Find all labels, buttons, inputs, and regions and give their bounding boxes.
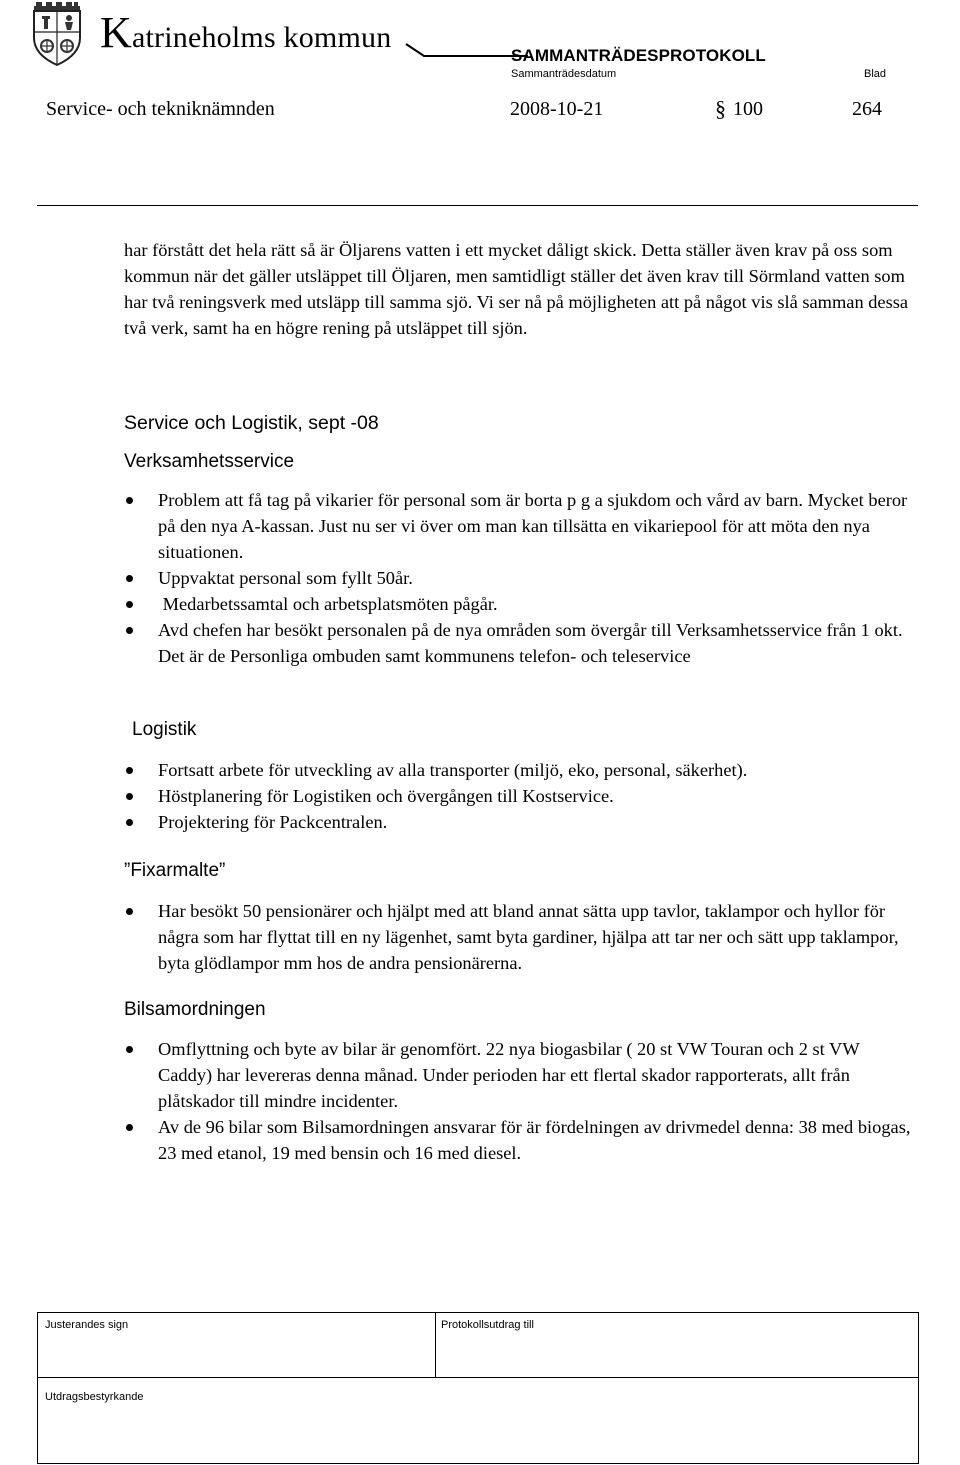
section-heading-bilsamordningen: Bilsamordningen <box>124 999 266 1020</box>
page-label: Blad <box>864 68 887 80</box>
list-item <box>124 898 914 976</box>
table-divider-vertical <box>435 1313 436 1377</box>
committee-name: Service- och tekniknämnden <box>46 98 275 120</box>
section-heading-fixarmalte: ”Fixarmalte” <box>124 860 226 881</box>
meeting-date: 2008-10-21 <box>510 98 604 120</box>
list-item <box>124 591 914 617</box>
section-heading-logistik: Logistik <box>132 719 197 740</box>
table-divider-horizontal <box>38 1377 918 1378</box>
municipal-crest-logo <box>30 2 84 66</box>
list-item-text: Fortsatt arbete för utveckling av alla transporter (miljö, eko, personal, säkerhet). <box>158 760 748 780</box>
bullet-icon <box>126 497 133 504</box>
list-item-text: Av de 96 bilar som Bilsamordningen ansvarar för är fördelningen av drivmedel denna: 38 med biogas, 23 med etanol, 19 med bensin och 16 med diesel. <box>158 1117 911 1163</box>
bullet-icon <box>126 1046 133 1053</box>
page-number: 264 <box>852 98 882 120</box>
bullet-icon <box>126 793 133 800</box>
bullet-icon <box>126 1124 133 1131</box>
document-type: SAMMANTRÄDESPROTOKOLL <box>511 46 766 65</box>
section-heading-verksamhetsservice: Verksamhetsservice <box>124 451 295 472</box>
bullet-icon <box>126 627 133 634</box>
list-item-text: Omflyttning och byte av bilar är genomfört. 22 nya biogasbilar ( 20 st VW Touran och 2 st VW Caddy) har levereras denna månad. Under perioden har ett flertal skador rapporterats, allt från plåtskador till mindre incidenter. <box>158 1039 860 1111</box>
fixarmalte-list <box>124 898 914 976</box>
list-item-text: Uppvaktat personal som fyllt 50år. <box>158 568 413 588</box>
main-heading: Service och Logistik, sept -08 <box>124 412 379 434</box>
list-item <box>124 1036 914 1114</box>
utdragsbestyrkande-label: Utdragsbestyrkande <box>45 1391 144 1403</box>
signature-table <box>37 1312 919 1464</box>
list-item-text: Medarbetssamtal och arbetsplatsmöten pågår. <box>158 594 498 614</box>
list-item-text: Har besökt 50 pensionärer och hjälpt med att bland annat sätta upp tavlor, taklampor och hyllor för några som har flyttat till en ny lägenhet, samt byta gardiner, hjälpa att tar ner och sätt upp taklampor, byta glödlampor mm hos de andra pensionärerna. <box>158 901 899 973</box>
section-sign: § <box>715 96 726 121</box>
logistik-list <box>124 757 914 835</box>
list-item <box>124 783 914 809</box>
bullet-icon <box>126 819 133 826</box>
protokollsutdrag-label: Protokollsutdrag till <box>441 1319 534 1331</box>
bullet-icon <box>126 601 133 608</box>
list-item <box>124 757 914 783</box>
bullet-icon <box>126 575 133 582</box>
justerandes-sign-label: Justerandes sign <box>45 1319 129 1331</box>
list-item <box>124 487 914 565</box>
list-item-text: Problem att få tag på vikarier för personal som är borta p g a sjukdom och vård av barn. Mycket beror på den nya A-kassan. Just nu ser vi över om man kan tillsätta en vikariepool för att möta den nya situationen. <box>158 490 908 562</box>
verksamhetsservice-list <box>124 487 914 669</box>
list-item-text: Projektering för Packcentralen. <box>158 812 388 832</box>
intro-paragraph: har förstått det hela rätt så är Öljarens vatten i ett mycket dåligt skick. Detta ställer även krav på oss som kommun när det gäller utsläppet till Öljaren, men samtidligt ställer det även krav till Sörmland vatten som har två reningsverk med utsläpp till samma sjö. Vi ser nå på möjligheten att på något vis slå samman dessa två verk, samt ha en högre rening på utsläppet till sjön. <box>124 240 909 338</box>
list-item-text: Höstplanering för Logistiken och övergången till Kostservice. <box>158 786 614 806</box>
bullet-icon <box>126 767 133 774</box>
list-item-text: Avd chefen har besökt personalen på de nya områden som övergår till Verksamhetsservice från 1 okt. Det är de Personliga ombuden samt kommunens telefon- och teleservice <box>158 620 903 666</box>
bilsamordningen-list <box>124 1036 914 1166</box>
list-item <box>124 565 914 591</box>
header-divider <box>37 205 918 206</box>
logo-text: Katrineholms kommun <box>100 8 392 57</box>
bullet-icon <box>126 908 133 915</box>
list-item <box>124 1114 914 1166</box>
section-number: 100 <box>733 98 763 120</box>
meeting-date-label: Sammanträdesdatum <box>511 68 617 80</box>
list-item <box>124 809 914 835</box>
list-item <box>124 617 914 669</box>
municipality-logo-wordmark <box>100 8 460 68</box>
